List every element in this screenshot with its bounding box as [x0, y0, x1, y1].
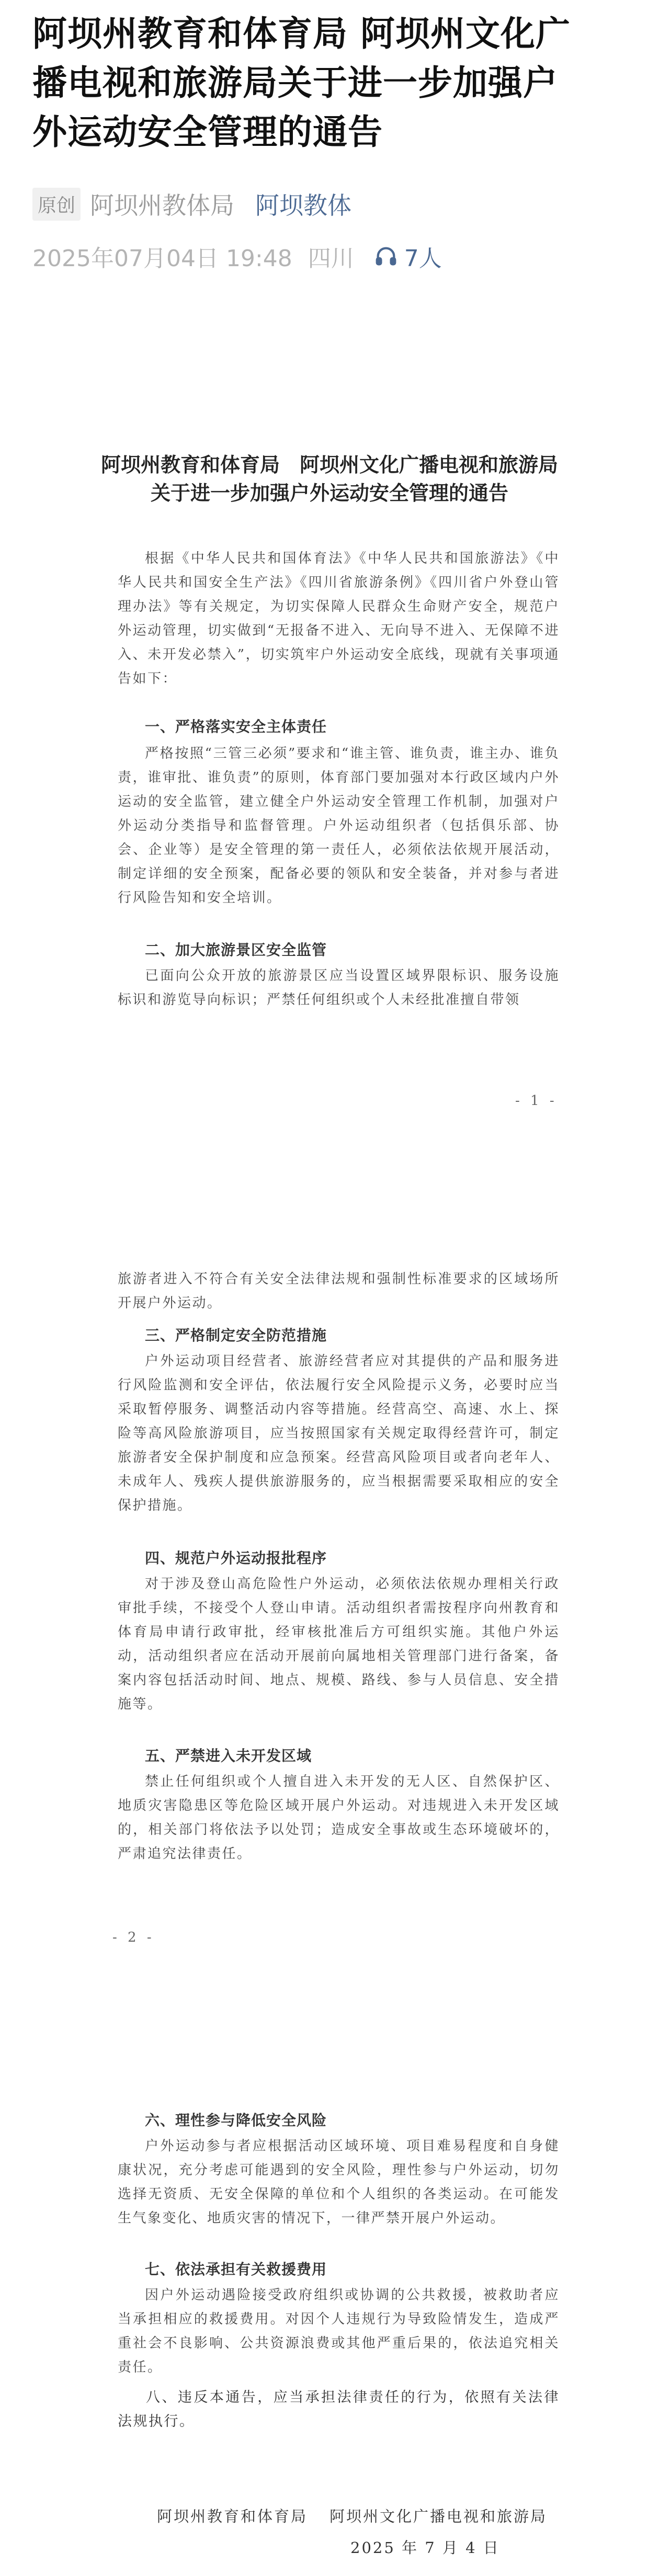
- headphones-icon: [374, 244, 398, 268]
- article-title: [32, 9, 629, 157]
- account-link[interactable]: 阿坝教体: [255, 191, 352, 220]
- page-number-2: - 2 -: [112, 1930, 155, 1945]
- section-paragraph-3: 户外运动项目经营者、旅游经营者应对其提供的产品和服务进行风险监测和安全评估，依法履行安全风险提示义务，必要时应当采取暂停服务、调整活动内容等措施。经营高空、高速、水上、探险等高风险旅游项目，应当按照国家有关规定取得经营许可，制定旅游者安全保护制度和应急预案。经营高风险项目或者向老年人、未成年人、残疾人提供旅游服务的，应当根据需要采取相应的安全保护措施。: [118, 1353, 560, 1513]
- article-header: [32, 9, 629, 157]
- signature-org-culture-tourism: 阿坝州文化广播电视和旅游局: [330, 2507, 548, 2525]
- publish-datetime: 2025年07月04日 19:48: [32, 245, 292, 272]
- original-tag: 原创: [32, 188, 81, 221]
- section-paragraph-5: 禁止任何组织或个人擅自进入未开发的无人区、自然保护区、地质灾害隐患区等危险区域开展户外运动。对违规进入未开发区域的，相关部门将依法予以处罚；造成安全事故或生态环境破坏的，严肃追究法律责任。: [118, 1774, 560, 1862]
- section-paragraph-2a: 已面向公众开放的旅游景区应当设置区域界限标识、服务设施标识和游览导向标识；严禁任何组织或个人未经批准擅自带领: [118, 968, 560, 1008]
- listener-count: 7人: [404, 245, 442, 272]
- section-heading-7: 七、依法承担有关救援费用: [145, 2261, 327, 2278]
- section-heading-2: 二、加大旅游景区安全监管: [145, 941, 327, 959]
- section-paragraph-1: 严格按照“三管三必须”要求和“谁主管、谁负责，谁主办、谁负责，谁审批、谁负责”的原则，体育部门要加强对本行政区域内户外运动的安全监管，建立健全户外运动安全管理工作机制，加强对户外运动分类指导和监督管理。户外运动组织者（包括俱乐部、协会、企业等）是安全管理的第一责任人，必须依法依规开展活动，制定详细的安全预案，配备必要的领队和安全装备，并对参与者进行风险告知和安全培训。: [118, 746, 560, 906]
- section-heading-6: 六、理性参与降低安全风险: [145, 2112, 327, 2129]
- signature-org-education: 阿坝州教育和体育局: [157, 2507, 308, 2525]
- article-title-line: 外运动安全管理的通告: [32, 112, 383, 152]
- section-paragraph-4: 对于涉及登山高危险性户外运动，必须依法依规办理相关行政审批手续，不接受个人登山申请。活动组织者需按程序向州教育和体育局申请行政审批，经审核批准后方可组织实施。其他户外运动，活动组织者应在活动开展前向属地相关管理部门进行备案，备案内容包括活动时间、地点、规模、路线、参与人员信息、安全措施等。: [118, 1576, 560, 1712]
- intro-paragraph: 根据《中华人民共和国体育法》《中华人民共和国旅游法》《中华人民共和国安全生产法》《四川省旅游条例》《四川省户外登山管理办法》等有关规定，为切实保障人民群众生命财产安全，规范户外运动管理，切实做到“无报备不进入、无向导不进入、无保障不进入、未开发必禁入”，切实筑牢户外运动安全底线，现就有关事项通告如下：: [118, 551, 560, 687]
- source-name: 阿坝州教体局: [90, 191, 235, 220]
- article-title-line: 播电视和旅游局关于进一步加强户: [32, 63, 558, 103]
- publish-region: 四川: [308, 245, 354, 272]
- section-paragraph-7: 因户外运动遇险接受政府组织或协调的公共救援，被救助者应当承担相应的救援费用。对因个人违规行为导致险情发生，造成严重社会不良影响、公共资源浪费或其他严重后果的，依法追究相关责任。: [118, 2287, 560, 2375]
- publish-info: [32, 238, 442, 275]
- article-title-line: 阿坝州教育和体育局 阿坝州文化广: [32, 14, 571, 54]
- section-paragraph-6: 户外运动参与者应根据活动区域环境、项目难易程度和自身健康状况，充分考虑可能遇到的安全风险，理性参与户外运动，切勿选择无资质、无安全保障的单位和个人组织的各类运动。在可能发生气象变化、地质灾害的情况下，一律严禁开展户外运动。: [118, 2138, 560, 2226]
- listen-button[interactable]: [374, 240, 442, 273]
- section-paragraph-2b: 旅游者进入不符合有关安全法律法规和强制性标准要求的区域场所开展户外运动。: [118, 1271, 560, 1311]
- signature-date: 2025 年 7 月 4 日: [350, 2539, 500, 2557]
- section-heading-1: 一、严格落实安全主体责任: [145, 718, 327, 735]
- page-number-1: - 1 -: [515, 1093, 558, 1109]
- section-heading-5: 五、严禁进入未开发区域: [145, 1747, 312, 1764]
- document-title-line1: 阿坝州教育和体育局 阿坝州文化广播电视和旅游局: [100, 453, 558, 476]
- document-title-line2: 关于进一步加强户外运动安全管理的通告: [150, 482, 508, 505]
- section-heading-3: 三、严格制定安全防范措施: [145, 1327, 327, 1344]
- section-paragraph-8: 八、违反本通告，应当承担法律责任的行为，依照有关法律法规执行。: [118, 2389, 560, 2430]
- article-meta: [32, 186, 351, 222]
- section-heading-4: 四、规范户外运动报批程序: [145, 1549, 327, 1567]
